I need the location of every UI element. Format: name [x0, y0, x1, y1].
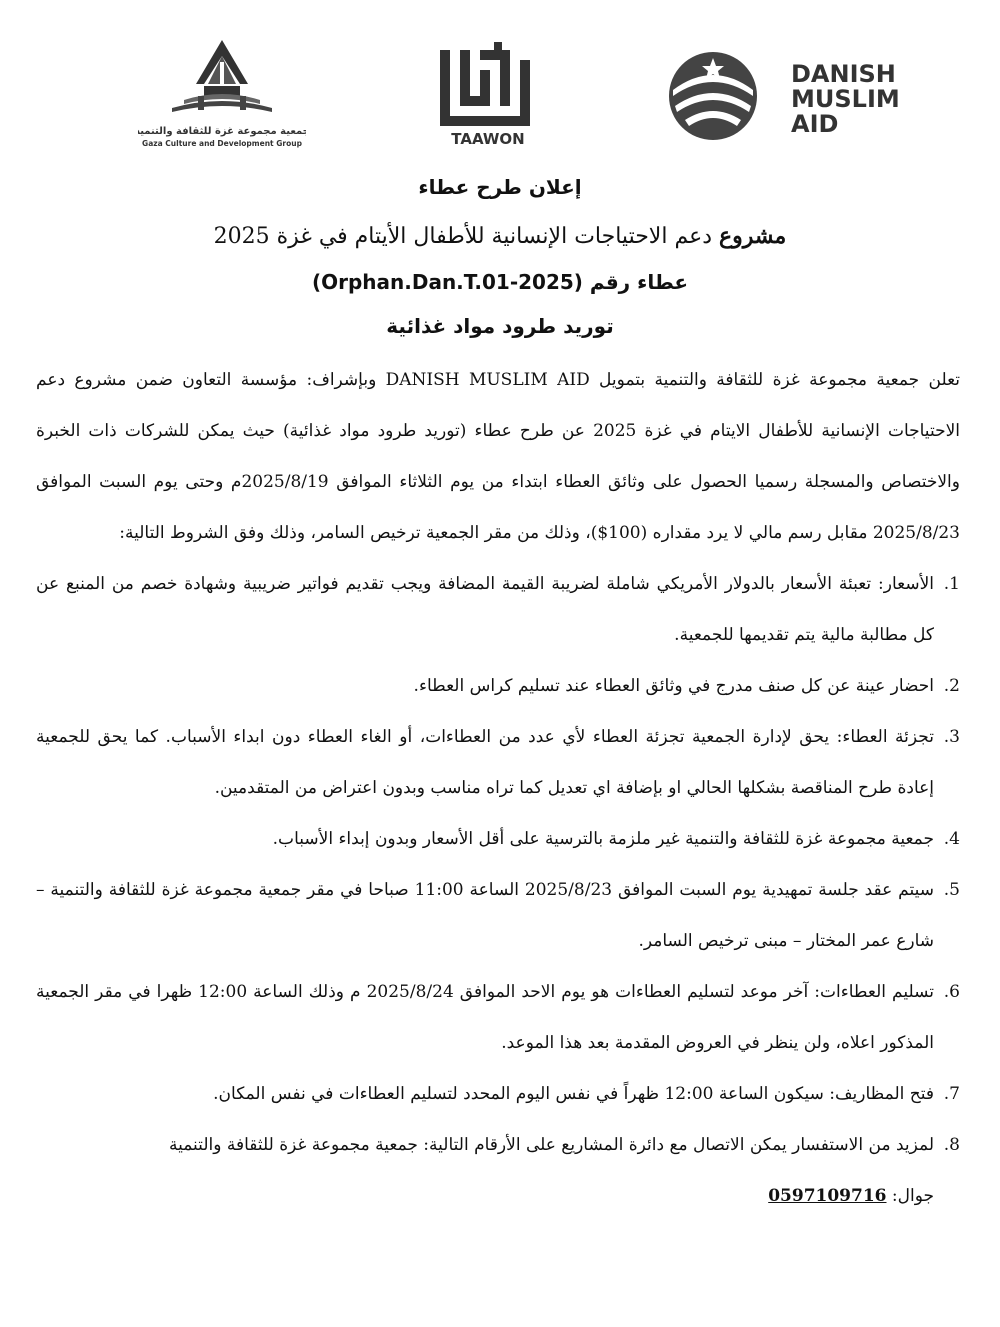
condition-item [36, 712, 960, 814]
intro-paragraph: تعلن جمعية مجموعة غزة للثقافة والتنمية بتمويل DANISH MUSLIM AID وبإشراف: مؤسسة التعاون ضمن مشروع دعم الاحتياجات الإنسانية للأطفال الايتام في غزة 2025 عن طرح عطاء (توريد طرود مواد غذائية) حيث يمكن للشركات ذات الخبرة والاختصاص والمسجلة رسميا الحصول على وثائق العطاء ابتداء من يوم الثلاثاء الموافق 2025/8/19م وحتى يوم السبت الموافق 2025/8/23 مقابل رسم مالي لا يرد مقداره (100$)، وذلك من مقر الجمعية ترخيص السامر، وذلك وفق الشروط التالية: [36, 370, 961, 543]
logos-bar [0, 30, 1000, 148]
gaza-group-english-name: Gaza Culture and Development Group [142, 139, 302, 148]
condition-number: 2. [943, 676, 960, 696]
announcement-title: إعلان طرح عطاء [418, 175, 582, 199]
condition-number: 5. [943, 880, 960, 900]
condition-text: جمعية مجموعة غزة للثقافة والتنمية غير ملزمة بالترسية على أقل الأسعار وبدون إبداء الأسباب. [272, 829, 934, 849]
condition-number: 1. [943, 574, 960, 594]
condition-text: سيتم عقد جلسة تمهيدية يوم السبت الموافق 2025/8/23 الساعة 11:00 صباحا في مقر جمعية مجموعة غزة للثقافة والتنمية –شارع عمر المختار – مبنى ترخيص السامر. [36, 880, 934, 951]
taawon-logo [436, 40, 540, 150]
condition-item [36, 967, 960, 1069]
taawon-logo-text: TAAWON [451, 130, 525, 148]
phone-label: جوال: [891, 1186, 934, 1206]
condition-number: 4. [943, 829, 960, 849]
project-label: مشروع [719, 223, 787, 249]
condition-text: احضار عينة عن كل صنف مدرج في وثائق العطاء عند تسليم كراس العطاء. [413, 676, 934, 696]
condition-number: 3. [943, 727, 960, 747]
condition-number: 7. [943, 1084, 960, 1104]
condition-item [36, 814, 960, 865]
announcement-body [36, 355, 960, 1222]
condition-item [36, 559, 960, 661]
project-description: دعم الاحتياجات الإنسانية للأطفال الأيتام في غزة 2025 [213, 224, 713, 249]
condition-text: لمزيد من الاستفسار يمكن الاتصال مع دائرة المشاريع على الأرقام التالية: جمعية مجموعة غزة للثقافة والتنمية [168, 1135, 934, 1155]
contact-line [36, 1171, 960, 1222]
condition-number: 6. [943, 982, 960, 1002]
condition-number: 8. [943, 1135, 960, 1155]
dma-line-2: MUSLIM [791, 85, 900, 113]
supply-title: توريد طرود مواد غذائية [386, 314, 614, 338]
gaza-culture-group-logo [138, 38, 306, 150]
condition-text: الأسعار: تعبئة الأسعار بالدولار الأمريكي شاملة لضريبة القيمة المضافة ويجب تقديم فواتير ضريبية وشهادة خصم من المنبع عن كل مطالبة مالية يتم تقديمها للجمعية. [36, 574, 934, 645]
condition-item [36, 1120, 960, 1171]
danish-muslim-aid-logo [655, 50, 925, 142]
phone-number: 0597109716 [768, 1186, 887, 1206]
condition-item [36, 661, 960, 712]
tender-number: عطاء رقم (Orphan.Dan.T.01-2025) [311, 270, 689, 294]
dma-line-3: AID [791, 110, 839, 138]
project-name [0, 223, 1000, 249]
condition-text: تجزئة العطاء: يحق لإدارة الجمعية تجزئة العطاء لأي عدد من العطاءات، أو الغاء العطاء دون ابداء الأسباب. كما يحق للجمعية إعادة طرح المناقصة بشكلها الحالي او بإضافة اي تعديل كما تراه مناسب وبدون اعتراض من المتقدمين. [36, 727, 934, 798]
condition-item [36, 865, 960, 967]
condition-text: تسليم العطاءات: آخر موعد لتسليم العطاءات هو يوم الاحد الموافق 2025/8/24 م وذلك الساعة 12:00 ظهرا في مقر الجمعية المذكور اعلاه، ولن ينظر في العروض المقدمة بعد هذا الموعد. [36, 982, 934, 1053]
danish-muslim-aid-wordmark [791, 62, 900, 137]
condition-item [36, 1069, 960, 1120]
gaza-group-arabic-name: جمعية مجموعة غزة للثقافة والتنمية [138, 126, 306, 137]
condition-text: فتح المظاريف: سيكون الساعة 12:00 ظهراً في نفس اليوم المحدد لتسليم العطاءات في نفس المكان. [213, 1084, 934, 1104]
dma-line-1: DANISH [791, 60, 896, 88]
